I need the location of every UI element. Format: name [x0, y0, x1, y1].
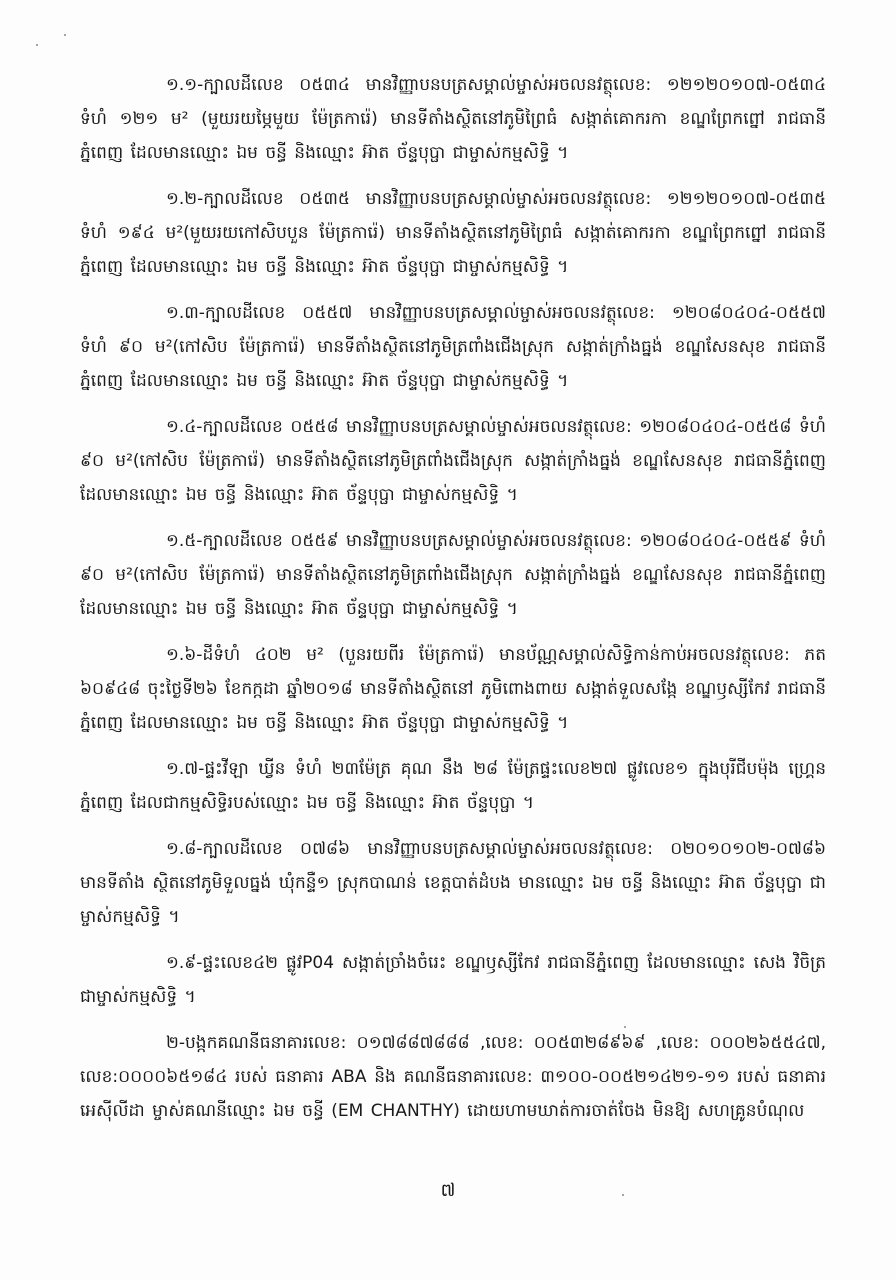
- scan-speck: [36, 44, 38, 46]
- clause-1-7: ១.៧-ផ្ទះវីឡា ឃ្វីន ទំហំ ២៣ម៉ែត្រ គុណ នឹង ២៨ ម៉ែត្រផ្ទះលេខ២៧ ផ្លូវលេខ១ ក្នុងបុរីជីបម៉ុង ហ្គ្រេនភ្នំពេញ ដែលជាកម្មសិទ្ធិរបស់ឈ្មោះ ឯម ចន្ធី និងឈ្មោះ អ៊ាត ច័ន្ទបុប្ផា ។: [80, 759, 826, 813]
- scan-speck: [622, 1194, 624, 1196]
- clause-1-1: ១.១-ក្បាលដីលេខ ០៥៣៤ មានវិញ្ញាបនបត្រសម្គាល់ម្ចាស់អចលនវត្ថុលេខ: ១២១២០១០៧-០៥៣៤ ទំហំ ១២១ ម² (មួយរយម្ភៃមួយ ម៉ែត្រការ៉េ) មានទីតាំងស្ថិតនៅភូមិព្រៃធំ សង្កាត់គោករកា ខណ្ឌព្រែកព្នៅ រាជធានីភ្នំពេញ ដែលមានឈ្មោះ ឯម ចន្ធី និងឈ្មោះ អ៊ាត ច័ន្ទបុប្ផា ជាម្ចាស់កម្មសិទ្ធិ ។: [80, 75, 826, 163]
- clause-1-3: ១.៣-ក្បាលដីលេខ ០៥៥៧ មានវិញ្ញាបនបត្រសម្គាល់ម្ចាស់អចលនវត្ថុលេខ: ១២០៨០៤០៤-០៥៥៧ ទំហំ ៩០ ម²(កៅសិប ម៉ែត្រការ៉េ) មានទីតាំងស្ថិតនៅភូមិត្រពាំងជើងស្រុក សង្កាត់ក្រាំងធ្នង់ ខណ្ឌសែនសុខ រាជធានីភ្នំពេញ ដែលមានឈ្មោះ ឯម ចន្ធី និងឈ្មោះ អ៊ាត ច័ន្ទបុប្ផា ជាម្ចាស់កម្មសិទ្ធិ ។: [80, 303, 826, 391]
- page-number: ៧: [440, 1180, 456, 1201]
- clause-1-6: ១.៦-ដីទំហំ ៤០២ ម² (បួនរយពីរ ម៉ែត្រការ៉េ) មានប័ណ្ណសម្គាល់សិទ្ធិកាន់កាប់អចលនវត្ថុលេខ: ភត ៦០៩៤៨ ចុះថ្ងៃទី២៦ ខែកក្កដា ឆ្នាំ២០១៨ មានទីតាំងស្ថិតនៅ ភូមិពោងពាយ សង្កាត់ទួលសង្កែ ខណ្ឌឫស្សីកែវ រាជធានីភ្នំពេញ ដែលមានឈ្មោះ ឯម ចន្ធី និងឈ្មោះ អ៊ាត ច័ន្ទបុប្ផា ជាម្ចាស់កម្មសិទ្ធិ ។: [80, 645, 826, 733]
- scan-speck: [624, 1026, 626, 1028]
- clause-1-5: ១.៥-ក្បាលដីលេខ ០៥៥៩ មានវិញ្ញាបនបត្រសម្គាល់ម្ចាស់អចលនវត្ថុលេខ: ១២០៨០៤០៤-០៥៥៩ ទំហំ ៩០ ម²(កៅសិប ម៉ែត្រការ៉េ) មានទីតាំងស្ថិតនៅភូមិត្រពាំងជើងស្រុក សង្កាត់ក្រាំងធ្នង់ ខណ្ឌសែនសុខ រាជធានីភ្នំពេញ ដែលមានឈ្មោះ ឯម ចន្ធី និងឈ្មោះ អ៊ាត ច័ន្ទបុប្ផា ជាម្ចាស់កម្មសិទ្ធិ ។: [80, 531, 826, 619]
- clause-2: ២-បង្កកគណនីធនាគារលេខ: ០១៧៨៨៧៨៨៨ ,លេខ: ០០៥៣២៨៩៦៩ ,លេខ: ០០០២៦៥៥៤៧, លេខ:០០០០៦៥១៨៤ របស់ ធនាគារ ABA និង គណនីធនាគារលេខ: ៣១០០-០០៥២១៤២១-១១ របស់ ធនាគារ អេស៊ីលីដា ម្ចាស់គណនីឈ្មោះ ឯម ចន្ធី (EM CHANTHY) ដោយហាមឃាត់ការចាត់ចែង មិនឱ្យ សហគ្រូនបំណុល: [80, 1033, 826, 1121]
- document-body: [80, 68, 826, 1140]
- clause-1-8: ១.៨-ក្បាលដីលេខ ០៧៨៦ មានវិញ្ញាបនបត្រសម្គាល់ម្ចាស់អចលនវត្ថុលេខ: ០២០១០១០២-០៧៨៦ មានទីតាំង ស្ថិតនៅភូមិទួលធ្នង់ ឃុំកន្ទឺ១ ស្រុកបាណន់ ខេត្តបាត់ដំបង មានឈ្មោះ ឯម ចន្ធី និងឈ្មោះ អ៊ាត ច័ន្ទបុប្ផា ជាម្ចាស់កម្មសិទ្ធិ ។: [80, 839, 826, 927]
- clause-1-9: ១.៩-ផ្ទះលេខ៤២ ផ្លូវP04 សង្កាត់ច្រាំងចំរេះ ខណ្ឌឫស្សីកែវ រាជធានីភ្នំពេញ ដែលមានឈ្មោះ សេង វិចិត្រ ជាម្ចាស់កម្មសិទ្ធិ ។: [80, 953, 826, 1007]
- clause-1-4: ១.៤-ក្បាលដីលេខ ០៥៥៨ មានវិញ្ញាបនបត្រសម្គាល់ម្ចាស់អចលនវត្ថុលេខ: ១២០៨០៤០៤-០៥៥៨ ទំហំ ៩០ ម²(កៅសិប ម៉ែត្រការ៉េ) មានទីតាំងស្ថិតនៅភូមិត្រពាំងជើងស្រុក សង្កាត់ក្រាំងធ្នង់ ខណ្ឌសែនសុខ រាជធានីភ្នំពេញ ដែលមានឈ្មោះ ឯម ចន្ធី និងឈ្មោះ អ៊ាត ច័ន្ទបុប្ផា ជាម្ចាស់កម្មសិទ្ធិ ។: [80, 417, 826, 505]
- scan-speck: [64, 34, 66, 36]
- clause-1-2: ១.២-ក្បាលដីលេខ ០៥៣៥ មានវិញ្ញាបនបត្រសម្គាល់ម្ចាស់អចលនវត្ថុលេខ: ១២១២០១០៧-០៥៣៥ ទំហំ ១៩៤ ម²(មួយរយកៅសិបបួន ម៉ែត្រការ៉េ) មានទីតាំងស្ថិតនៅភូមិព្រៃធំ សង្កាត់គោករកា ខណ្ឌព្រែកព្នៅ រាជធានីភ្នំពេញ ដែលមានឈ្មោះ ឯម ចន្ធី និងឈ្មោះ អ៊ាត ច័ន្ទបុប្ផា ជាម្ចាស់កម្មសិទ្ធិ ។: [80, 189, 826, 277]
